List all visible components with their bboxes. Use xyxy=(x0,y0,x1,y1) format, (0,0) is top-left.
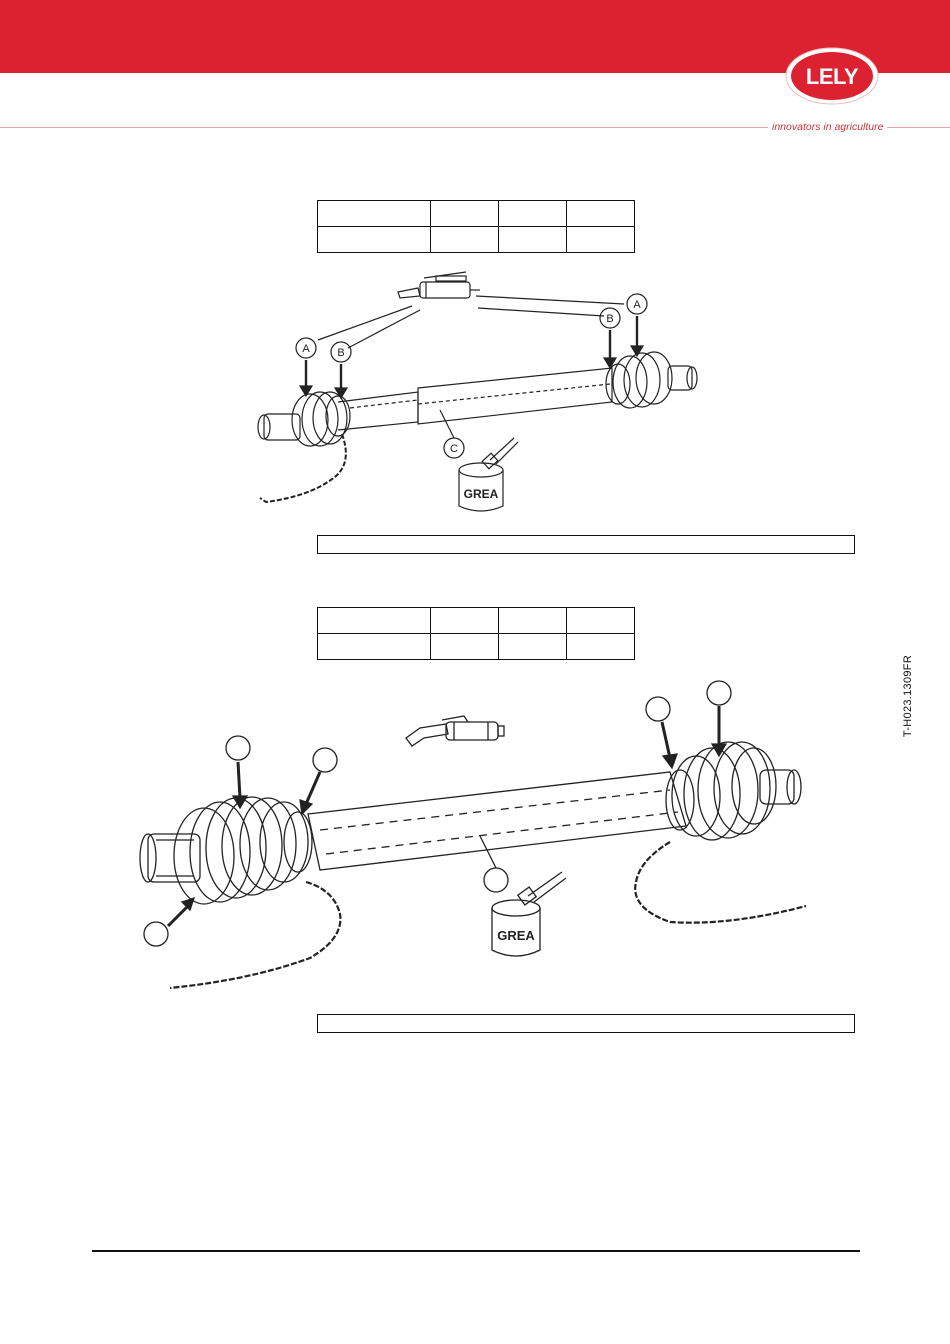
table-cell xyxy=(318,608,431,634)
label-a-right: A xyxy=(633,299,641,311)
table-cell xyxy=(567,201,635,227)
table-cell xyxy=(431,227,499,253)
pto-shaft-figure-2 xyxy=(130,676,820,996)
label-c: C xyxy=(450,443,458,455)
table-cell xyxy=(318,634,431,660)
spec-table-2 xyxy=(317,607,635,660)
table-cell xyxy=(318,201,431,227)
table-cell xyxy=(567,608,635,634)
table-cell xyxy=(318,227,431,253)
label-b-right: B xyxy=(606,313,614,325)
table-cell xyxy=(431,201,499,227)
grease-gun-icon xyxy=(406,716,504,746)
label-a-left: A xyxy=(302,343,310,355)
grease-can-text: GREA xyxy=(463,487,499,501)
lely-logo xyxy=(784,46,880,106)
table-cell xyxy=(567,227,635,253)
spec-table-1 xyxy=(317,200,635,253)
table-cell xyxy=(499,608,567,634)
pto-shaft-figure-1 xyxy=(240,262,710,520)
figure-2-caption-box xyxy=(317,1014,855,1033)
table-cell xyxy=(499,634,567,660)
label-b-left: B xyxy=(337,347,345,359)
brush-icon xyxy=(482,438,518,469)
tagline: innovators in agriculture xyxy=(768,121,887,133)
table-cell xyxy=(499,201,567,227)
table-cell xyxy=(431,608,499,634)
table-cell xyxy=(431,634,499,660)
grease-can-text: GREA xyxy=(497,928,535,943)
figure-1-caption-box xyxy=(317,535,855,554)
svg-text:LELY: LELY xyxy=(805,64,859,89)
grease-gun-icon xyxy=(398,272,480,298)
table-cell xyxy=(499,227,567,253)
document-code: T-H023.1309FR xyxy=(902,654,914,738)
footer-rule xyxy=(92,1250,860,1252)
table-cell xyxy=(567,634,635,660)
